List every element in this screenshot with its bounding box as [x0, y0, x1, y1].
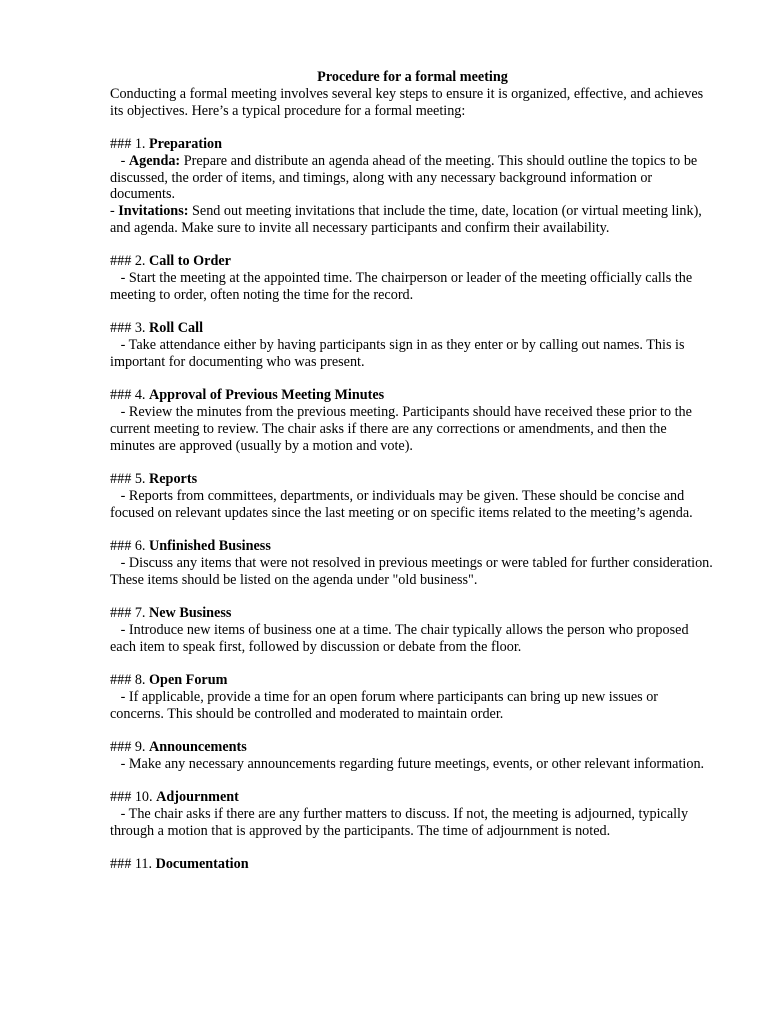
- paragraph-text: If applicable, provide a time for an open forum where participants can bring up new issues or concerns. This should be controlled and moderated to maintain order.: [110, 688, 659, 722]
- paragraph-dash: -: [120, 688, 129, 705]
- section-title: Open Forum: [149, 672, 228, 688]
- section-heading: [110, 320, 715, 337]
- paragraph-indent: [110, 555, 121, 571]
- intro-paragraph: Conducting a formal meeting involves several key steps to ensure it is organized, effective, and achieves its objectives. Here’s a typical procedure for a formal meeting:: [110, 85, 704, 119]
- section-number: ### 6.: [110, 538, 150, 554]
- section-heading: [110, 253, 715, 270]
- paragraph-indent: [110, 337, 121, 353]
- section-number: ### 9.: [110, 739, 150, 755]
- paragraph-dash: -: [120, 270, 129, 286]
- paragraph-text: Take attendance either by having participants sign in as they enter or by calling out names. This is important for documenting who was present.: [110, 337, 685, 370]
- paragraph-indent: [110, 270, 121, 286]
- section-paragraph: [110, 806, 715, 840]
- paragraph-text: Send out meeting invitations that include the time, date, location (or virtual meeting link), and agenda. Make sure to invite all necessary participants and confirm their availability.: [110, 203, 702, 236]
- section-number: ### 10.: [110, 789, 157, 806]
- section-title: Roll Call: [149, 320, 204, 337]
- section-heading: [110, 471, 715, 488]
- section: [110, 253, 715, 303]
- section-number: ### 8.: [110, 672, 150, 688]
- section-number: ### 7.: [110, 605, 150, 621]
- section-title: Announcements: [149, 739, 247, 755]
- section-title: Preparation: [149, 136, 223, 152]
- section-paragraph: [110, 622, 715, 656]
- section-number: ### 3.: [110, 320, 150, 337]
- section-number: ### 4.: [110, 387, 150, 404]
- document-title: Procedure for a formal meeting: [317, 69, 508, 85]
- section-paragraph: [110, 203, 715, 237]
- section-heading: [110, 387, 715, 404]
- paragraph-dash: -: [120, 152, 129, 169]
- section-paragraph: [110, 488, 715, 522]
- section: [110, 471, 715, 521]
- paragraph-indent: [110, 806, 121, 822]
- paragraph-text: Start the meeting at the appointed time. The chairperson or leader of the meeting officially calls the meeting to order, often noting the time for the record.: [110, 270, 693, 303]
- paragraph-indent: [110, 689, 121, 705]
- paragraph-dash: -: [120, 487, 129, 504]
- section: [110, 136, 715, 237]
- section: [110, 605, 715, 655]
- document-page: [110, 69, 715, 873]
- section-heading: [110, 136, 715, 153]
- paragraph-indent: [110, 622, 121, 638]
- section: [110, 856, 715, 873]
- section-title: Documentation: [155, 856, 249, 873]
- section-title: Adjournment: [156, 789, 239, 806]
- section: [110, 538, 715, 588]
- paragraph-text: The chair asks if there are any further matters to discuss. If not, the meeting is adjourned, typically through a motion that is approved by the participants. The time of adjournment is noted.: [110, 806, 689, 839]
- section-heading: [110, 739, 715, 756]
- paragraph-dash: -: [120, 554, 129, 571]
- section-heading: [110, 856, 715, 873]
- section-title: Approval of Previous Meeting Minutes: [149, 387, 385, 404]
- paragraph-dash: -: [120, 337, 129, 353]
- section-title: Call to Order: [149, 253, 231, 270]
- section-title: Reports: [149, 471, 198, 487]
- section: [110, 789, 715, 839]
- paragraph-dash: -: [110, 203, 119, 219]
- paragraph-text: Reports from committees, departments, or individuals may be given. These should be concise and focused on relevant updates since the last meeting or on specific items related to the meeting’s agenda.: [110, 487, 693, 521]
- section-paragraph: [110, 555, 715, 589]
- paragraph-text: Discuss any items that were not resolved in previous meetings or were tabled for further consideration. These items should be listed on the agenda under "old business".: [110, 554, 713, 588]
- paragraph-dash: -: [120, 755, 129, 772]
- paragraph-indent: [110, 404, 121, 420]
- section-paragraph: [110, 404, 715, 454]
- paragraph-dash: -: [120, 621, 129, 638]
- paragraph-text: Make any necessary announcements regarding future meetings, events, or other relevant information.: [128, 755, 705, 772]
- paragraph-indent: [110, 488, 121, 504]
- section-number: ### 2.: [110, 253, 150, 270]
- section-title: New Business: [149, 605, 232, 621]
- section-number: ### 1.: [110, 136, 150, 152]
- section-heading: [110, 672, 715, 689]
- section-paragraph: [110, 270, 715, 304]
- section-heading: [110, 789, 715, 806]
- paragraph-text: Review the minutes from the previous meeting. Participants should have received these prior to the current meeting to review. The chair asks if there are any corrections or amendments, and then the minutes are approved (usually by a motion and vote).: [110, 404, 692, 454]
- paragraph-text: Prepare and distribute an agenda ahead of the meeting. This should outline the topics to be discussed, the order of items, and timings, along with any necessary background information or documents.: [110, 152, 698, 203]
- paragraph-label: Agenda:: [128, 152, 181, 169]
- section: [110, 387, 715, 454]
- sections-container: [110, 136, 715, 873]
- paragraph-dash: -: [120, 404, 129, 420]
- section-paragraph: [110, 689, 715, 723]
- section: [110, 320, 715, 370]
- section-number: ### 5.: [110, 471, 150, 487]
- section-title: Unfinished Business: [149, 538, 271, 554]
- paragraph-indent: [110, 756, 121, 772]
- paragraph-indent: [110, 153, 121, 169]
- section-heading: [110, 605, 715, 622]
- paragraph-dash: -: [120, 806, 129, 822]
- section-paragraph: [110, 337, 715, 371]
- paragraph-text: Introduce new items of business one at a time. The chair typically allows the person who proposed each item to speak first, followed by discussion or debate from the floor.: [110, 621, 689, 655]
- section-paragraph: [110, 153, 715, 203]
- section-number: ### 11.: [110, 856, 156, 873]
- paragraph-label: Invitations:: [118, 203, 189, 219]
- section: [110, 672, 715, 722]
- section-heading: [110, 538, 715, 555]
- section-paragraph: [110, 756, 715, 773]
- section: [110, 739, 715, 773]
